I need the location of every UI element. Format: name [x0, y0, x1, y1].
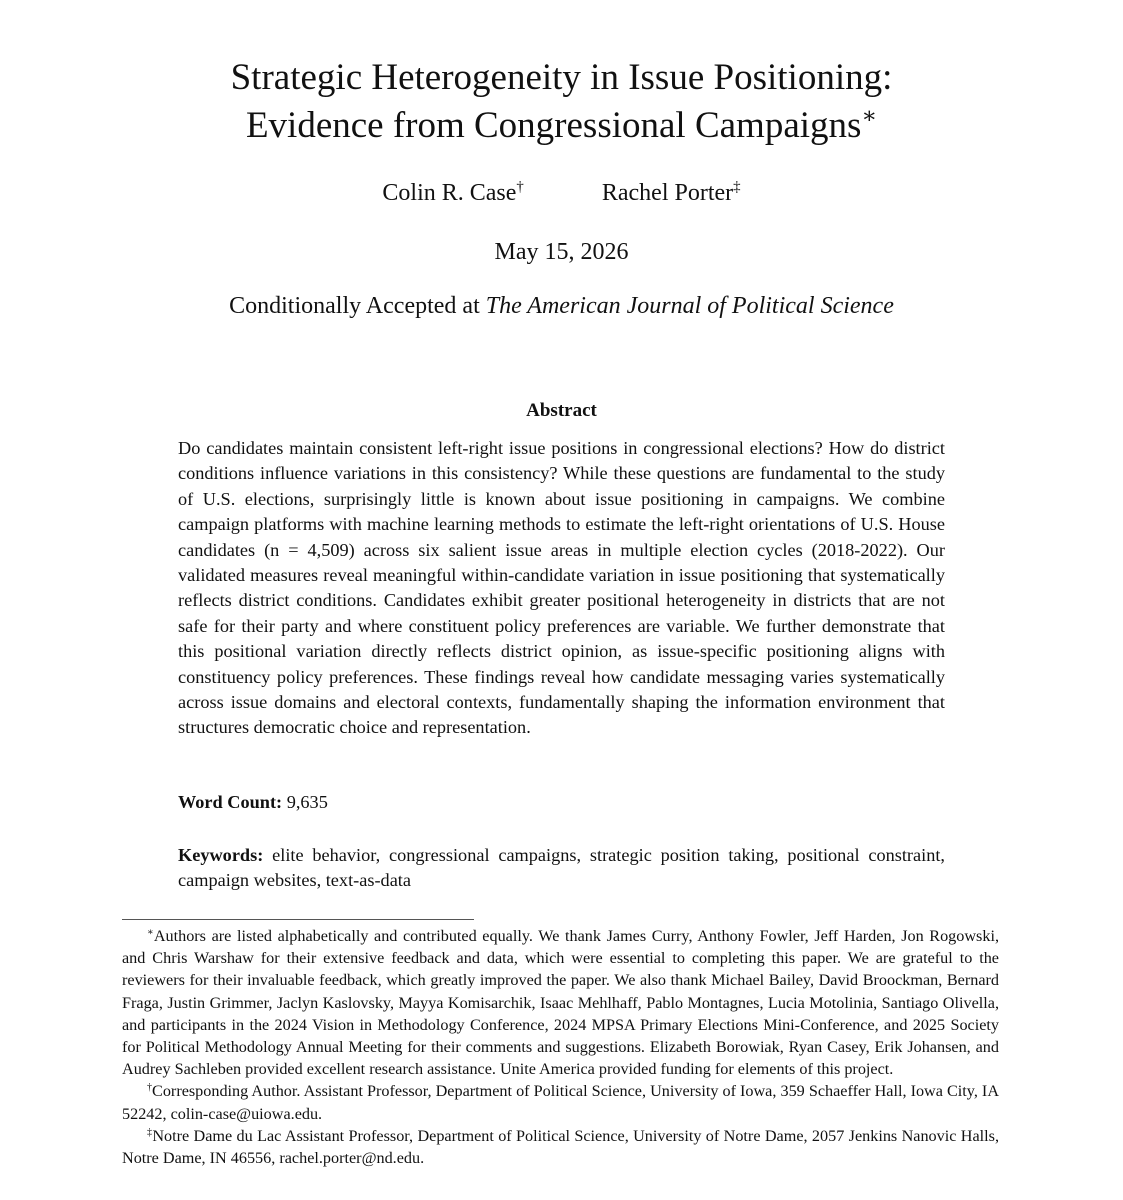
title-line-2	[0, 102, 1123, 150]
footnote-text: Authors are listed alphabetically and contributed equally. We thank James Curry, Anthony Fowler, Jeff Harden, Jon Rogowski, and Chris Warshaw for their extensive feedback and data, which were essential to completing this paper. We are grateful to the reviewers for their invaluable feedback, which greatly improved the paper. We also thank Michael Bailey, David Broockman, Bernard Fraga, Justin Grimmer, Jaclyn Kaslovsky, Mayya Komisarchik, Isaac Mehlhaff, Pablo Montagnes, Lucia Motolinia, Santiago Olivella, and participants in the 2024 Vision in Methodology Conference, 2024 MPSA Primary Elections Mini-Conference, and 2025 Society for Political Methodology Annual Meeting for their comments and suggestions. Elizabeth Borowiak, Ryan Casey, Erik Johansen, and Audrey Sachleben provided excellent research assistance. Unite America provided funding for elements of this project.	[122, 927, 999, 1079]
footnote-mark: ∗	[147, 926, 154, 938]
author-footnote-mark[interactable]: †	[516, 178, 524, 195]
venue-prefix: Conditionally Accepted at	[229, 293, 486, 319]
author-case	[382, 176, 523, 210]
title-footnote-mark[interactable]: ∗	[861, 102, 878, 128]
word-count-value: 9,635	[286, 792, 328, 812]
paper-title	[0, 54, 1123, 150]
journal-name: The American Journal of Political Science	[485, 293, 894, 319]
keywords-label: Keywords:	[178, 845, 264, 865]
publication-status	[0, 289, 1123, 323]
footnote-mark: †	[147, 1082, 153, 1094]
author-footnote-mark[interactable]: ‡	[733, 178, 741, 195]
footnote-mark: ‡	[147, 1126, 153, 1138]
abstract-text: Do candidates maintain consistent left-right issue positions in congressional elections? How do district conditions influence variations in this consistency? While these questions are fundamental to the study of U.S. elections, surprisingly little is known about issue positioning in campaigns. We combine campaign platforms with machine learning methods to estimate the left-right orientations of U.S. House candidates (n = 4,509) across six salient issue areas in multiple election cycles (2018-2022). Our validated measures reveal meaningful within-candidate variation in issue positioning that systematically reflects district conditions. Candidates exhibit greater positional heterogeneity in districts that are not safe for their party and where constituent policy preferences are variable. We further demonstrate that this positional variation directly reflects district opinion, as issue-specific positioning aligns with constituency policy preferences. These findings reveal how candidate messaging varies systematically across issue domains and electoral contexts, fundamentally shaping the information environment that structures democratic choice and representation.	[178, 438, 945, 738]
word-count	[178, 790, 945, 815]
paper-date: May 15, 2026	[494, 239, 629, 265]
author-list	[0, 176, 1123, 210]
abstract-heading: Abstract	[526, 400, 597, 421]
footnote-second-author	[122, 1125, 999, 1169]
keywords	[178, 843, 945, 894]
keywords-value: elite behavior, congressional campaigns, strategic position taking, positional constraint, campaign websites, text-as-data	[178, 845, 945, 891]
title-line-2-text: Evidence from Congressional Campaigns	[245, 105, 862, 146]
author-name: Rachel Porter	[601, 180, 734, 206]
footnote-divider	[122, 919, 474, 920]
footnotes	[122, 925, 999, 1169]
footnote-text: Corresponding Author. Assistant Professor, Department of Political Science, University of Iowa, 359 Schaeffer Hall, Iowa City, IA 52242, colin-case@uiowa.edu.	[122, 1082, 1000, 1123]
title-line-1: Strategic Heterogeneity in Issue Positioning:	[230, 57, 893, 98]
footnote-corresponding-author	[122, 1080, 999, 1124]
word-count-label: Word Count:	[178, 792, 283, 812]
footnote-acknowledgements	[122, 925, 999, 1080]
author-name: Colin R. Case	[382, 180, 517, 206]
footnote-text: Notre Dame du Lac Assistant Professor, Department of Political Science, University of Notre Dame, 2057 Jenkins Nanovic Halls, Notre Dame, IN 46556, rachel.porter@nd.edu.	[122, 1126, 999, 1168]
author-porter	[602, 176, 741, 210]
